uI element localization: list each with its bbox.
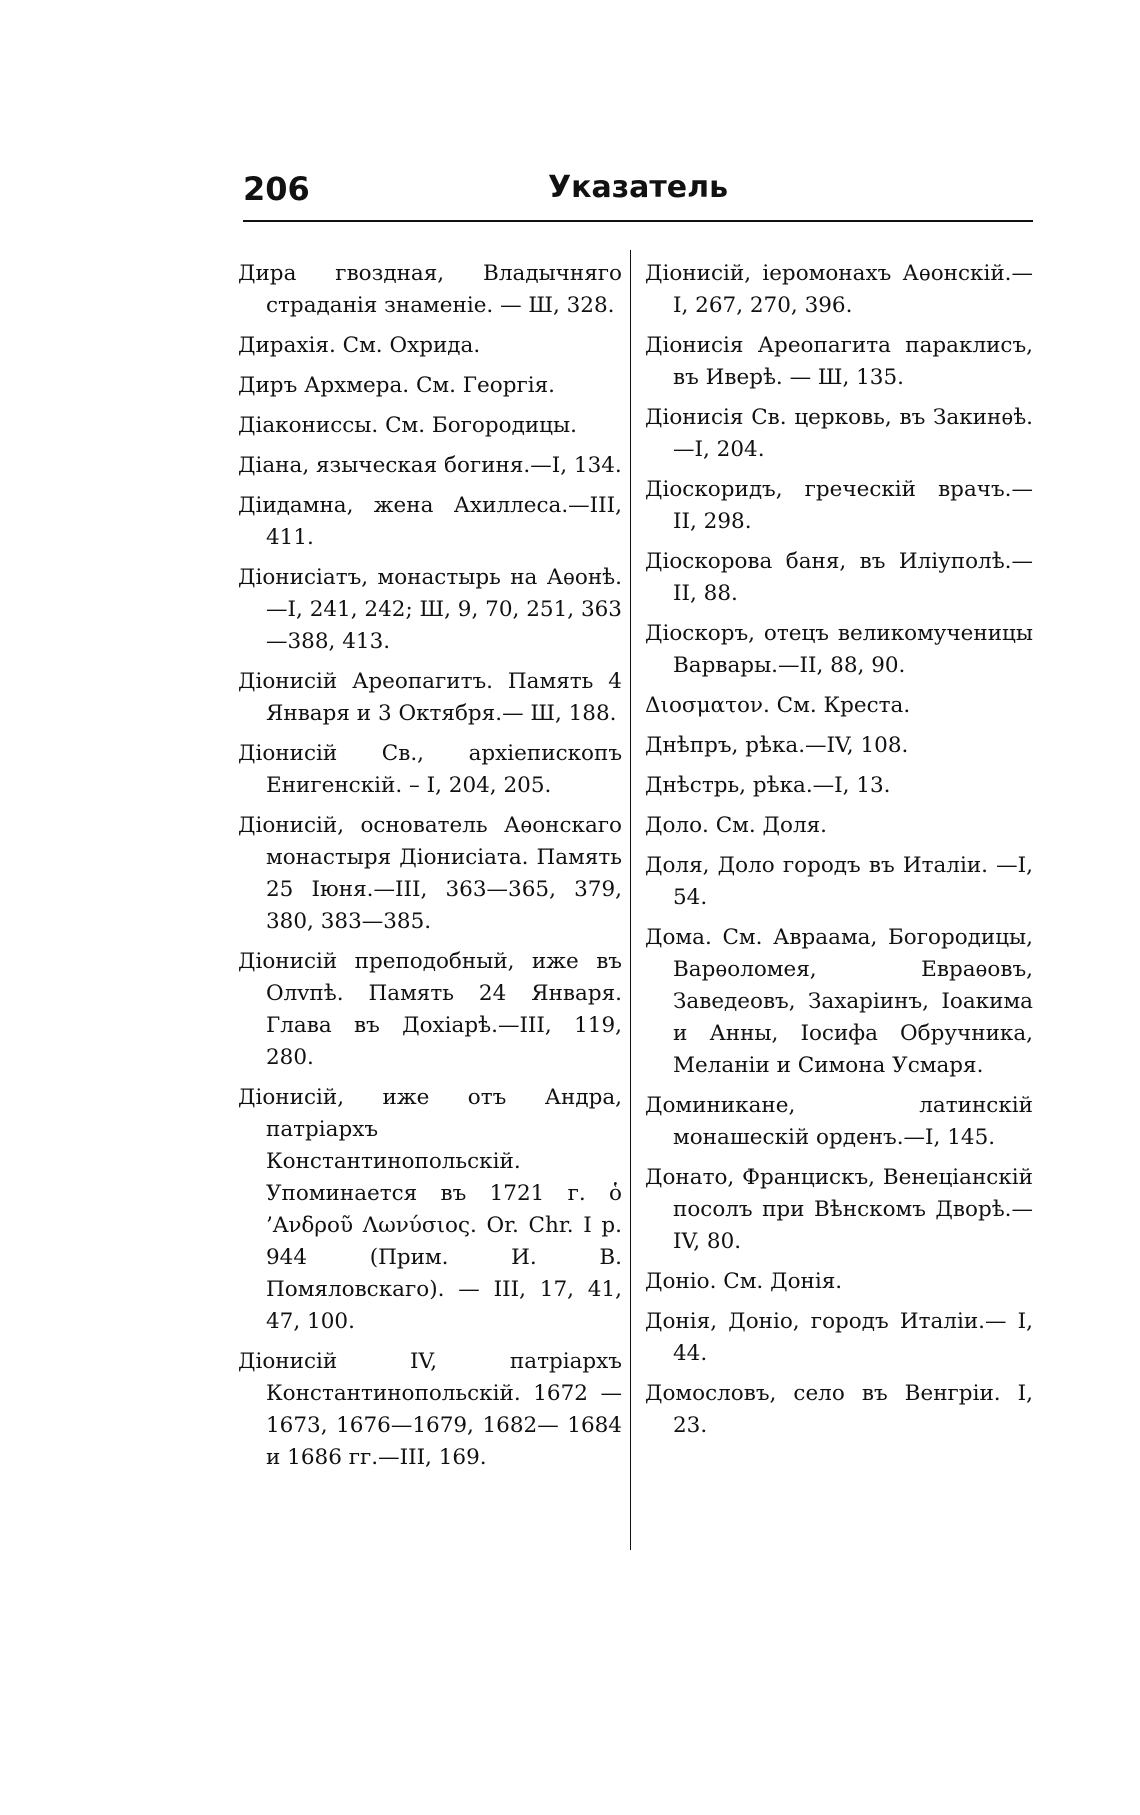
index-entry: Діонисій, іеромонахъ Аѳонскій.—I, 267, 270, 396.	[645, 261, 1033, 318]
index-entry: Донато, Францискъ, Венеціанскій посолъ при Вѣнскомъ Дворѣ.—IV, 80.	[645, 1165, 1033, 1254]
index-entry: Диръ Архмера. См. Георгія.	[238, 373, 555, 398]
index-entry: Діонисія Ареопагита параклисъ, въ Иверѣ. — Ш, 135.	[645, 333, 1033, 390]
header-rule	[243, 220, 1033, 222]
right-index-column	[645, 258, 1033, 1450]
index-entry: Діонисія Св. церковь, въ Закинѳѣ.—I, 204.	[645, 405, 1033, 462]
index-entry: Діонисій Св., архіепископъ Енигенскій. – I, 204, 205.	[238, 741, 622, 798]
index-entry: Дирахія. См. Охрида.	[238, 333, 481, 358]
index-entry: Діоскоръ, отецъ великомученицы Варвары.—II, 88, 90.	[645, 621, 1033, 678]
index-entry: Діонисій IV, патріархъ Константинопольскій. 1672 — 1673, 1676—1679, 1682— 1684 и 1686 гг.—III, 169.	[238, 1349, 622, 1470]
index-entry: Доля, Доло городъ въ Италіи. —I, 54.	[645, 853, 1033, 910]
page-number: 206	[243, 170, 310, 208]
running-title: Указатель	[548, 170, 729, 205]
index-entry: Діонисій, основатель Аѳонскаго монастыря Діонисіата. Память 25 Іюня.—III, 363—365, 379, 380, 383—385.	[238, 813, 622, 934]
index-entry: Діидамна, жена Ахиллеса.—III, 411.	[238, 493, 622, 550]
index-entry: Діана, языческая богиня.—I, 134.	[238, 453, 622, 478]
index-entry: Διοσματον. См. Креста.	[645, 693, 911, 718]
left-index-column	[238, 258, 622, 1482]
index-entry: Діонисій преподобный, иже въ Олvпѣ. Память 24 Января. Глава въ Дохіарѣ.—III, 119, 280.	[238, 949, 622, 1070]
index-entry: Діонисій, иже отъ Андра, патріархъ Константинопольскій. Упоминается въ 1721 г. ὁ ’Ανδροῦ Λωνύσιος. Or. Chr. I p. 944 (Прим. И. В. Помяловскаго). — III, 17, 41, 47, 100.	[238, 1085, 622, 1334]
index-entry: Дома. См. Авраама, Богородицы, Варѳоломея, Евраѳовъ, Заведеовъ, Захаріинъ, Іоакима и Анны, Іосифа Обручника, Меланіи и Симона Усмаря.	[645, 925, 1033, 1078]
index-entry: Діоскоридъ, греческій врачъ.— II, 298.	[645, 477, 1033, 534]
index-entry: Днѣпръ, рѣка.—IV, 108.	[645, 733, 909, 758]
index-entry: Діакониссы. См. Богородицы.	[238, 413, 577, 438]
index-entry: Донія, Доніо, городъ Италіи.— I, 44.	[645, 1309, 1033, 1366]
index-entry: Доло. См. Доля.	[645, 813, 828, 838]
index-entry: Діоскорова баня, въ Иліуполѣ.—II, 88.	[645, 549, 1033, 606]
index-entry: Днѣстрь, рѣка.—I, 13.	[645, 773, 891, 798]
index-entry: Діонисіатъ, монастырь на Аѳонѣ.—I, 241, 242; Ш, 9, 70, 251, 363—388, 413.	[238, 565, 622, 654]
index-entry: Дира гвоздная, Владычняго страданія знаменіе. — Ш, 328.	[238, 261, 622, 318]
index-entry: Діонисій Ареопагитъ. Память 4 Января и 3 Октября.— Ш, 188.	[238, 669, 622, 726]
index-entry: Доніо. См. Донія.	[645, 1269, 843, 1294]
page-header	[243, 170, 1033, 218]
index-entry: Домословъ, село въ Венгріи. I, 23.	[645, 1381, 1033, 1438]
index-entry: Доминикане, латинскій монашескій орденъ.—I, 145.	[645, 1093, 1033, 1150]
column-divider	[630, 250, 631, 1550]
